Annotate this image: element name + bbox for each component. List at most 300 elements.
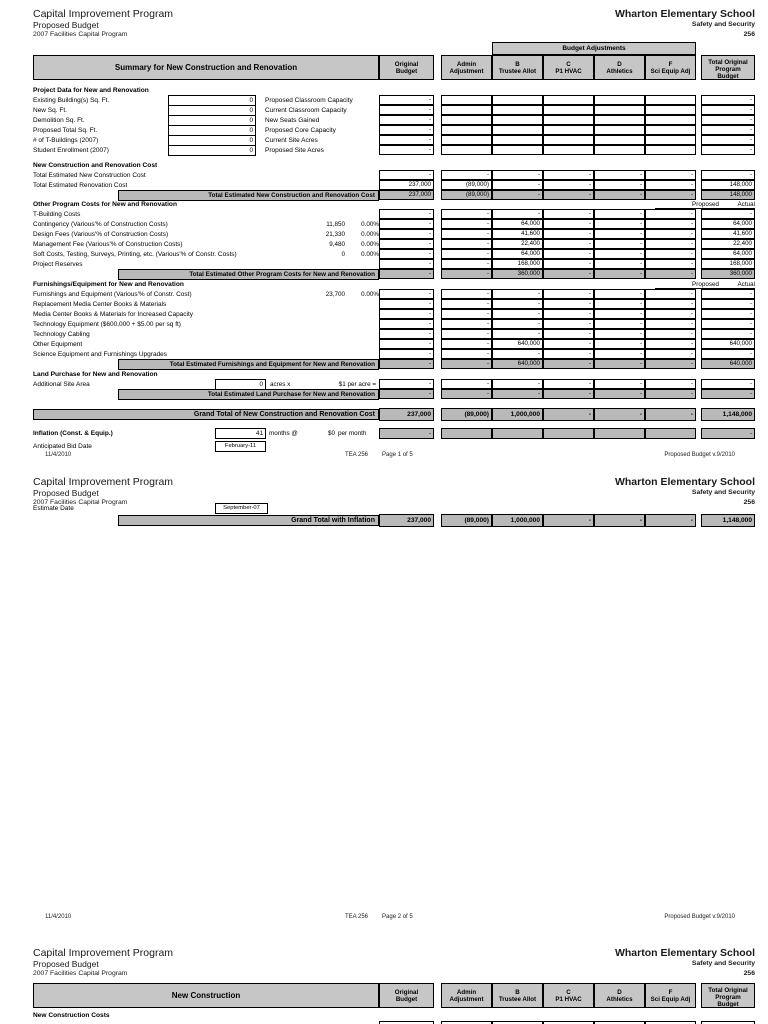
doc-program: 2007 Facilities Capital Program <box>33 970 128 977</box>
row-label: Furnishings and Equipment (Various'% of Constr. Cost) <box>33 290 192 298</box>
cell-athletics: - <box>594 514 645 527</box>
cell-p1-hvac: - <box>543 190 594 200</box>
cell-trustee-allot: 168,000 <box>492 259 543 269</box>
row-label: Inflation (Const. & Equip.) <box>33 430 113 437</box>
col-header-athletics: D Athletics <box>594 983 645 1008</box>
footer-date: 11/4/2010 <box>45 914 72 920</box>
actual-value: 0.00% <box>361 220 379 228</box>
cell-original-budget: - <box>379 319 434 329</box>
cell-admin-adjustment: - <box>441 309 492 319</box>
cell-athletics: - <box>594 229 645 239</box>
proposed-value: 11,850 <box>326 220 345 228</box>
table-header-row <box>33 55 755 80</box>
total-row <box>33 359 755 369</box>
cell-athletics: - <box>594 408 645 421</box>
cell-sci-equip-adj: - <box>645 259 696 269</box>
cell-p1-hvac <box>543 95 594 105</box>
table-row <box>33 135 755 145</box>
section-title: New Construction and Renovation Cost <box>33 162 158 169</box>
cell-p1-hvac: - <box>543 229 594 239</box>
school-header <box>615 8 755 39</box>
cell-sci-equip-adj: - <box>645 229 696 239</box>
cell-total-program-budget: - <box>701 105 755 115</box>
cell-total-program-budget: 168,000 <box>701 259 755 269</box>
cell-p1-hvac: - <box>543 349 594 359</box>
table-row <box>33 309 755 319</box>
cell-p1-hvac: - <box>543 514 594 527</box>
cell-athletics: - <box>594 249 645 259</box>
bid-date-row <box>33 441 755 451</box>
cell-original-budget: - <box>379 95 434 105</box>
cell-sci-equip-adj: - <box>645 219 696 229</box>
cell-sci-equip-adj <box>645 428 696 439</box>
table-row <box>33 349 755 359</box>
row-label: Management Fee (Various'% of Construction Costs) <box>33 240 183 248</box>
cell-admin-adjustment: - <box>441 289 492 299</box>
cell-total-program-budget: 22,400 <box>701 239 755 249</box>
cell-trustee-allot <box>492 115 543 125</box>
cell-total-program-budget: - <box>701 209 755 219</box>
cell-admin-adjustment <box>441 95 492 105</box>
cell-total-program-budget: - <box>701 135 755 145</box>
cell-athletics: - <box>594 180 645 190</box>
rate-label: $1 per acre = <box>338 380 376 388</box>
total-row <box>33 190 755 200</box>
table-row <box>33 219 755 229</box>
proposed-actual-header <box>655 280 755 289</box>
cell-admin-adjustment: - <box>441 349 492 359</box>
col-header-sci-equip-adj: F Sci Equip Adj <box>645 983 696 1008</box>
col-header-original-budget: Original Budget <box>379 55 434 80</box>
cell-p1-hvac: - <box>543 219 594 229</box>
section-project-data <box>33 86 755 155</box>
grand-total-row <box>33 408 755 421</box>
cell-admin-adjustment: - <box>441 339 492 349</box>
cell-sci-equip-adj: - <box>645 408 696 421</box>
cell-p1-hvac: - <box>543 170 594 180</box>
value-input[interactable]: 0 <box>168 135 256 146</box>
cell-sci-equip-adj: - <box>645 379 696 389</box>
cell-admin-adjustment: - <box>441 170 492 180</box>
cell-original-budget: - <box>379 125 434 135</box>
cell-sci-equip-adj: - <box>645 269 696 279</box>
cell-sci-equip-adj: - <box>645 514 696 527</box>
cell-p1-hvac <box>543 145 594 155</box>
row-label: Demolition Sq. Ft. <box>33 116 85 124</box>
cell-total-program-budget: 41,600 <box>701 229 755 239</box>
cell-original-budget: - <box>379 209 434 219</box>
col-header-sci-equip-adj: F Sci Equip Adj <box>645 55 696 80</box>
page-footer <box>33 452 755 461</box>
cell-total-program-budget: 148,000 <box>701 190 755 200</box>
value-input[interactable]: 0 <box>168 115 256 126</box>
cell-original-budget: - <box>379 219 434 229</box>
table-title: Summary for New Construction and Renovation <box>33 55 379 80</box>
page-header <box>33 8 755 39</box>
cell-trustee-allot: - <box>492 299 543 309</box>
total-row <box>33 269 755 279</box>
row-label: Project Reserves <box>33 260 83 268</box>
cell-sci-equip-adj: - <box>645 319 696 329</box>
cell-athletics <box>594 428 645 439</box>
budget-adjustments-header <box>492 42 696 55</box>
value-input[interactable]: 0 <box>168 105 256 116</box>
cell-trustee-allot: - <box>492 349 543 359</box>
cell-trustee-allot: 1,000,000 <box>492 408 543 421</box>
cell-p1-hvac <box>543 115 594 125</box>
total-row-label: Total Estimated New Construction and Renovation Cost <box>118 190 379 201</box>
cell-sci-equip-adj <box>645 115 696 125</box>
cell-admin-adjustment: - <box>441 269 492 279</box>
row-right-label: Proposed Site Acres <box>265 146 324 154</box>
table-row <box>33 299 755 309</box>
cell-sci-equip-adj: - <box>645 299 696 309</box>
row-label: Existing Building(s) Sq. Ft. <box>33 96 110 104</box>
section-title: Furnishings/Equipment for New and Renovation <box>33 281 184 288</box>
cell-sci-equip-adj: - <box>645 359 696 369</box>
page-footer <box>33 914 755 923</box>
cell-original-budget: - <box>379 105 434 115</box>
cell-p1-hvac: - <box>543 339 594 349</box>
col-header-p1-hvac: C P1 HVAC <box>543 983 594 1008</box>
doc-subtitle: Proposed Budget <box>33 488 99 498</box>
cell-p1-hvac: - <box>543 299 594 309</box>
table-row <box>33 329 755 339</box>
cell-trustee-allot: - <box>492 170 543 180</box>
cell-athletics: - <box>594 170 645 180</box>
footer-center <box>345 914 413 920</box>
cell-original-budget: - <box>379 329 434 339</box>
cell-p1-hvac <box>543 135 594 145</box>
bid-date-input[interactable]: February-11 <box>215 441 266 452</box>
cell-trustee-allot: 41,600 <box>492 229 543 239</box>
col-header-actual: Actual <box>737 281 755 288</box>
cell-admin-adjustment <box>441 115 492 125</box>
row-label: Total Estimated New Construction Cost <box>33 171 146 179</box>
rate-value: $0 <box>327 430 335 437</box>
cell-athletics: - <box>594 379 645 389</box>
cell-original-budget: 237,000 <box>379 180 434 190</box>
table-row <box>33 319 755 329</box>
cell-original-budget: - <box>379 170 434 180</box>
actual-value: 0.00% <box>361 240 379 248</box>
cell-sci-equip-adj: - <box>645 180 696 190</box>
cell-total-program-budget: 640,000 <box>701 359 755 369</box>
section-furnishings <box>33 280 755 369</box>
cell-athletics: - <box>594 309 645 319</box>
cell-trustee-allot: - <box>492 190 543 200</box>
cell-original-budget: - <box>379 239 434 249</box>
cell-original-budget: - <box>379 115 434 125</box>
row-label: Anticipated Bid Date <box>33 442 92 450</box>
cell-sci-equip-adj: - <box>645 329 696 339</box>
col-header-total-program-budget: Total Original Program Budget <box>701 983 755 1008</box>
table-row <box>33 428 755 439</box>
cell-athletics: - <box>594 239 645 249</box>
months-suffix: months @ <box>269 430 298 437</box>
cell-total-program-budget: - <box>701 145 755 155</box>
cell-trustee-allot: - <box>492 180 543 190</box>
cell-athletics: - <box>594 319 645 329</box>
cell-p1-hvac <box>543 125 594 135</box>
cell-sci-equip-adj <box>645 135 696 145</box>
row-label: Student Enrollment (2007) <box>33 146 109 154</box>
cell-p1-hvac: - <box>543 329 594 339</box>
col-header-actual: Actual <box>737 201 755 208</box>
cell-total-program-budget: 640,000 <box>701 339 755 349</box>
cell-total-program-budget: - <box>701 309 755 319</box>
table-row <box>33 289 755 299</box>
cell-trustee-allot: - <box>492 319 543 329</box>
row-label: Replacement Media Center Books & Materials <box>33 300 167 308</box>
cell-athletics: - <box>594 339 645 349</box>
row-label: Technology Cabling <box>33 330 90 338</box>
section-title: Land Purchase for New and Renovation <box>33 371 158 378</box>
section-title: Project Data for New and Renovation <box>33 87 149 94</box>
table-row <box>33 259 755 269</box>
cell-total-program-budget: 1,148,000 <box>701 514 755 527</box>
cell-athletics: - <box>594 329 645 339</box>
grand-total-inflation-row <box>33 514 755 527</box>
table-row <box>33 503 755 513</box>
cell-total-program-budget: - <box>701 428 755 439</box>
value-input[interactable]: 0 <box>168 95 256 106</box>
cell-sci-equip-adj: - <box>645 389 696 399</box>
cell-athletics <box>594 145 645 155</box>
table-row <box>33 441 755 451</box>
doc-program: 2007 Facilities Capital Program <box>33 499 128 506</box>
table-row <box>33 249 755 259</box>
cell-athletics <box>594 95 645 105</box>
cell-admin-adjustment: (89,000) <box>441 190 492 200</box>
col-header-trustee-allot: B Trustee Allot <box>492 55 543 80</box>
footer-version: Proposed Budget v.9/2010 <box>664 452 735 458</box>
cell-admin-adjustment: (89,000) <box>441 408 492 421</box>
cell-original-budget: - <box>379 299 434 309</box>
cell-admin-adjustment: - <box>441 249 492 259</box>
cell-admin-adjustment: - <box>441 299 492 309</box>
budget-adjustments-label: Budget Adjustments <box>562 45 626 52</box>
cell-p1-hvac: - <box>543 408 594 421</box>
project-number: 256 <box>743 31 755 38</box>
row-label: Other Equipment <box>33 340 83 348</box>
cell-sci-equip-adj: - <box>645 170 696 180</box>
total-row-label: Total Estimated Land Purchase for New and Renovation <box>118 389 379 400</box>
cell-total-program-budget: 1,148,000 <box>701 408 755 421</box>
page-header <box>33 947 755 978</box>
cell-admin-adjustment: - <box>441 379 492 389</box>
cell-original-budget: - <box>379 359 434 369</box>
page-2 <box>0 470 768 943</box>
row-right-label: New Seats Gained <box>265 116 320 124</box>
cell-athletics <box>594 115 645 125</box>
proposed-value: 23,700 <box>325 290 345 298</box>
cell-total-program-budget: - <box>701 329 755 339</box>
table-row <box>33 95 755 105</box>
cell-trustee-allot <box>492 428 543 439</box>
cell-trustee-allot <box>492 125 543 135</box>
rate-suffix: per month <box>338 430 367 437</box>
section-other-costs <box>33 200 755 279</box>
cell-total-program-budget: - <box>701 379 755 389</box>
cell-trustee-allot: 64,000 <box>492 249 543 259</box>
row-label: Total Estimated Renovation Cost <box>33 181 128 189</box>
section-title-row <box>33 280 755 289</box>
cell-p1-hvac: - <box>543 319 594 329</box>
row-label: Contingency (Various'% of Construction Costs) <box>33 220 168 228</box>
cell-p1-hvac: - <box>543 389 594 399</box>
doc-title: Capital Improvement Program <box>33 947 174 959</box>
school-header <box>615 947 755 978</box>
cell-sci-equip-adj: - <box>645 339 696 349</box>
project-name: Safety and Security <box>691 960 755 967</box>
cell-total-program-budget: 360,000 <box>701 269 755 279</box>
cell-total-program-budget: - <box>701 389 755 399</box>
cell-trustee-allot <box>492 135 543 145</box>
row-right-label: Proposed Core Capacity <box>265 126 336 134</box>
cell-athletics: - <box>594 209 645 219</box>
cell-total-program-budget: 64,000 <box>701 249 755 259</box>
cell-admin-adjustment <box>441 428 492 439</box>
cell-admin-adjustment: - <box>441 229 492 239</box>
total-row-label: Total Estimated Other Program Costs for New and Renovation <box>118 269 379 280</box>
cell-trustee-allot: 22,400 <box>492 239 543 249</box>
cell-p1-hvac: - <box>543 379 594 389</box>
cell-trustee-allot <box>492 95 543 105</box>
cell-admin-adjustment: - <box>441 319 492 329</box>
cell-admin-adjustment <box>441 105 492 115</box>
site-area-input[interactable]: 0 <box>215 379 266 390</box>
table-row <box>33 145 755 155</box>
cell-total-program-budget: - <box>701 115 755 125</box>
cell-original-budget: - <box>379 145 434 155</box>
col-header-original-budget: Original Budget <box>379 983 434 1008</box>
table-row <box>33 239 755 249</box>
table-header-row <box>33 983 755 1008</box>
cell-trustee-allot: - <box>492 209 543 219</box>
cell-trustee-allot: - <box>492 389 543 399</box>
footer-page-number: Page 2 of 5 <box>382 914 413 920</box>
cell-original-budget: - <box>379 339 434 349</box>
cell-total-program-budget: - <box>701 349 755 359</box>
school-name: Wharton Elementary School <box>614 947 755 959</box>
cell-trustee-allot: - <box>492 329 543 339</box>
row-label: T-Building Costs <box>33 210 81 218</box>
actual-value: 0.00% <box>361 230 379 238</box>
cell-original-budget: - <box>379 379 434 389</box>
estimate-date-input[interactable]: September-07 <box>215 503 268 514</box>
cell-sci-equip-adj <box>645 95 696 105</box>
footer-form-number: TEA 256 <box>345 914 369 920</box>
col-header-total-program-budget: Total Original Program Budget <box>701 55 755 80</box>
table-title: New Construction <box>33 983 379 1008</box>
cell-p1-hvac: - <box>543 259 594 269</box>
cell-original-budget: - <box>379 259 434 269</box>
col-header-trustee-allot: B Trustee Allot <box>492 983 543 1008</box>
cell-admin-adjustment <box>441 135 492 145</box>
cell-admin-adjustment: - <box>441 239 492 249</box>
cell-admin-adjustment: - <box>441 219 492 229</box>
cell-total-program-budget: - <box>701 95 755 105</box>
cell-total-program-budget: - <box>701 125 755 135</box>
cell-sci-equip-adj <box>645 145 696 155</box>
cell-total-program-budget: - <box>701 299 755 309</box>
cell-sci-equip-adj: - <box>645 209 696 219</box>
cell-trustee-allot: - <box>492 379 543 389</box>
row-label: # of T-Buildings (2007) <box>33 136 99 144</box>
doc-title: Capital Improvement Program <box>33 476 174 488</box>
unit-label: acres x <box>270 380 291 388</box>
table-row <box>33 209 755 219</box>
total-row-label: Total Estimated Furnishings and Equipment for New and Renovation <box>118 359 379 370</box>
cell-admin-adjustment <box>441 145 492 155</box>
cell-athletics <box>594 105 645 115</box>
table-row <box>33 170 755 180</box>
cell-original-budget: - <box>379 229 434 239</box>
table-row <box>33 180 755 190</box>
value-input[interactable]: 0 <box>168 125 256 136</box>
cell-original-budget: - <box>379 249 434 259</box>
cell-p1-hvac: - <box>543 239 594 249</box>
cell-original-budget: 237,000 <box>379 190 434 200</box>
row-label: Technology Equipment ($600,000 + $5.00 per sq ft) <box>33 320 181 328</box>
project-name: Safety and Security <box>691 21 755 28</box>
cell-athletics: - <box>594 299 645 309</box>
row-label: New Sq. Ft. <box>33 106 67 114</box>
col-header-admin-adjustment: Admin Adjustment <box>441 983 492 1008</box>
inflation-months-input[interactable]: 41 <box>215 428 266 439</box>
proposed-value: 0 <box>341 250 345 258</box>
cell-athletics: - <box>594 259 645 269</box>
cell-original-budget: - <box>379 309 434 319</box>
doc-subtitle: Proposed Budget <box>33 20 99 30</box>
project-name: Safety and Security <box>691 489 755 496</box>
row-label: Estimate Date <box>33 504 74 512</box>
col-header-proposed: Proposed <box>692 201 719 208</box>
cell-trustee-allot <box>492 105 543 115</box>
value-input[interactable]: 0 <box>168 145 256 156</box>
cell-total-program-budget: 64,000 <box>701 219 755 229</box>
cell-original-budget: 237,000 <box>379 408 434 421</box>
cell-sci-equip-adj: - <box>645 289 696 299</box>
total-row <box>33 408 755 421</box>
footer-center <box>345 452 413 458</box>
col-header-admin-adjustment: Admin Adjustment <box>441 55 492 80</box>
row-label: Proposed Total Sq. Ft. <box>33 126 98 134</box>
table-row <box>33 379 755 389</box>
school-name: Wharton Elementary School <box>614 8 755 20</box>
table-row <box>33 229 755 239</box>
cell-athletics: - <box>594 289 645 299</box>
cell-total-program-budget: - <box>701 319 755 329</box>
cell-trustee-allot <box>492 145 543 155</box>
section-title: Other Program Costs for New and Renovation <box>33 201 177 208</box>
col-header-p1-hvac: C P1 HVAC <box>543 55 594 80</box>
total-row <box>33 514 755 527</box>
cell-p1-hvac <box>543 105 594 115</box>
footer-form-number: TEA 256 <box>345 452 369 458</box>
row-right-label: Current Classroom Capacity <box>265 106 347 114</box>
footer-date: 11/4/2010 <box>45 452 72 458</box>
cell-admin-adjustment: - <box>441 209 492 219</box>
cell-athletics: - <box>594 190 645 200</box>
section-construction-cost <box>33 161 755 200</box>
total-row-label: Grand Total with Inflation <box>118 515 379 526</box>
cell-original-budget: - <box>379 389 434 399</box>
proposed-value: 21,330 <box>325 230 345 238</box>
project-number: 256 <box>743 499 755 506</box>
proposed-value: 9,480 <box>329 240 345 248</box>
